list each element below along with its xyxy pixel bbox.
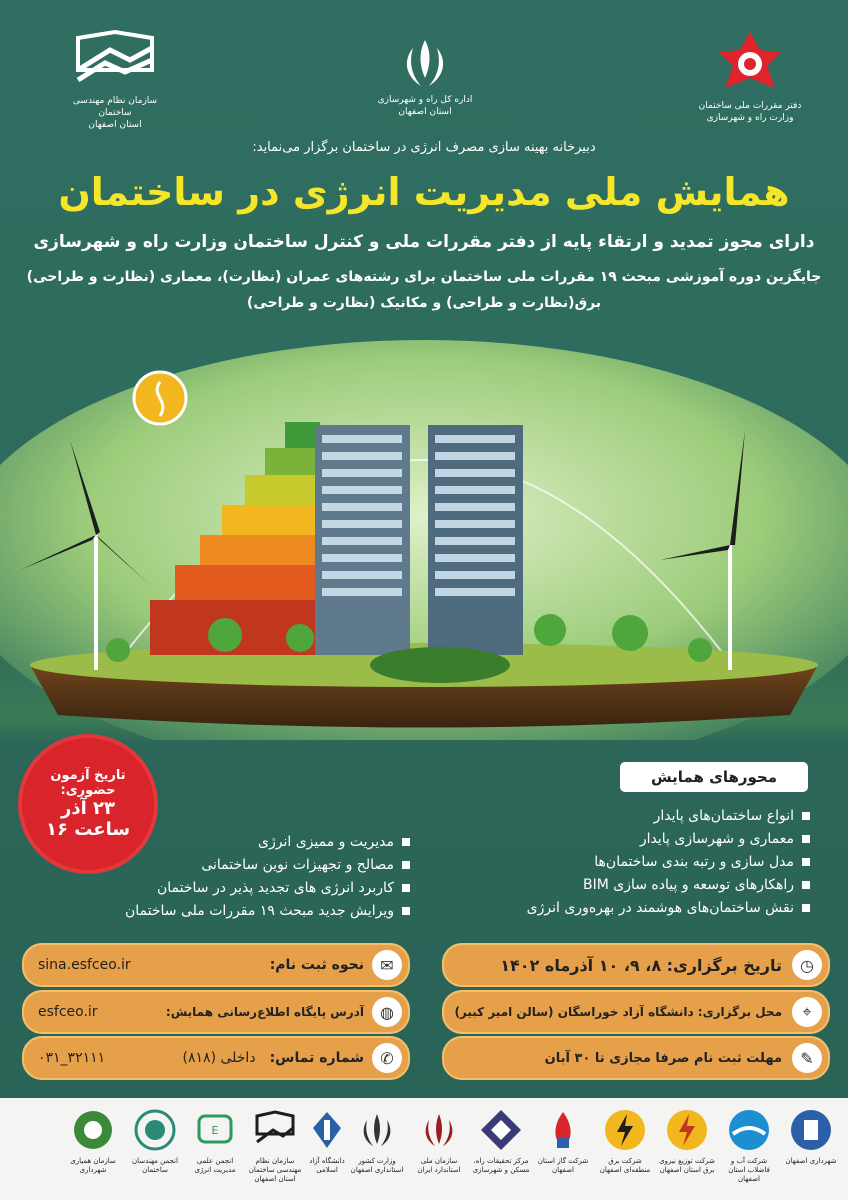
emblem-text: اداره کل راه و شهرسازی استان اصفهان: [377, 95, 473, 117]
power-distribution-logo-icon: [665, 1108, 709, 1152]
footer-logo: دانشگاه آزاد اسلامی: [298, 1108, 356, 1175]
exam-type: حضوری:: [60, 783, 116, 798]
bullet-icon: [802, 881, 810, 889]
registration-pill: [22, 943, 410, 987]
footer-logo: سازمان ملی استاندارد ایران: [410, 1108, 468, 1175]
green-logo-icon: [193, 1108, 237, 1152]
building-regulations-text: دفتر مقررات ملی ساختمان وزارت راه و شهرسازی: [698, 101, 802, 123]
water-company-logo-icon: [727, 1108, 771, 1152]
research-center-logo-icon: [479, 1108, 523, 1152]
network-logo-icon: [133, 1108, 177, 1152]
list-item: ویرایش جدید مبحث ۱۹ مقررات ملی ساختمان: [60, 903, 410, 919]
website-pill: [22, 990, 410, 1034]
phone-label: شماره تماس:: [269, 1050, 364, 1066]
course-subtitle-line2: برق(نظارت و طراحی) و مکانیک (نظارت و طراحی): [246, 295, 602, 311]
exam-date: ۲۳ آذر: [60, 798, 116, 819]
footer-logo: انجمن مهندسان ساختمان: [126, 1108, 184, 1175]
exam-time: ساعت ۱۶: [45, 819, 131, 840]
bullet-icon: [402, 884, 410, 892]
bullet-icon: [402, 907, 410, 915]
footer-logo: سازمان نظام مهندسی ساختمان استان اصفهان: [246, 1108, 304, 1184]
list-item: نقش ساختمان‌های هوشمند در بهره‌وری انرژی: [450, 900, 810, 916]
footer-logo: شهرداری اصفهان: [782, 1108, 840, 1166]
axes-title: محورهای همایش: [620, 762, 808, 792]
power-regional-logo-icon: [603, 1108, 647, 1152]
registration-label: نحوه ثبت نام:: [269, 957, 364, 973]
list-item: معماری و شهرسازی پایدار: [450, 831, 810, 847]
phone-number[interactable]: ۰۳۱_۳۲۱۱۱: [38, 1050, 106, 1066]
bullet-icon: [802, 858, 810, 866]
star-pattern-icon: [715, 30, 785, 100]
building-regulations-logo: [690, 30, 810, 124]
venue-pill: [442, 990, 830, 1034]
phone-icon: ✆: [372, 1043, 402, 1073]
footer-logo: وزارت کشور استانداری اصفهان: [348, 1108, 406, 1175]
phone-pill: [22, 1036, 410, 1080]
house-icon: [70, 30, 160, 95]
list-item: راهکارهای توسعه و پیاده سازی BIM: [450, 877, 810, 893]
clock-icon: ◷: [792, 950, 822, 980]
date-pill: [442, 943, 830, 987]
website-link[interactable]: esfceo.ir: [38, 1004, 98, 1020]
emblem-logo: [370, 34, 480, 118]
axes-list-right: [450, 808, 810, 923]
location-pin-icon: ⌖: [792, 997, 822, 1027]
municipality-logo-icon: [789, 1108, 833, 1152]
registration-deadline: مهلت ثبت نام صرفا مجازی تا ۳۰ آبان: [544, 1050, 782, 1066]
exam-label: تاریخ آزمون: [50, 768, 126, 783]
bullet-icon: [402, 838, 410, 846]
axes-list-left: [60, 834, 410, 926]
bullet-icon: [802, 812, 810, 820]
course-subtitle: [20, 264, 828, 316]
list-item: مدل سازی و رتبه بندی ساختمان‌ها: [450, 854, 810, 870]
list-item: کاربرد انرژی های تجدید پذیر در ساختمان: [60, 880, 410, 896]
event-venue: محل برگزاری: دانشگاه آزاد خوراسگان (سالن امیر کبیر): [454, 1005, 782, 1019]
footer-logo: E انجمن علمی مدیریت انرژی: [186, 1108, 244, 1175]
azad-university-logo-icon: [305, 1108, 349, 1152]
bullet-icon: [802, 835, 810, 843]
bullet-icon: [402, 861, 410, 869]
emblem-icon: [395, 34, 455, 94]
event-date: تاریخ برگزاری: ۸، ۹، ۱۰ آذرماه ۱۴۰۲: [500, 955, 782, 975]
footer-logo: شرکت گاز استان اصفهان: [534, 1108, 592, 1175]
sponsor-footer: [0, 1098, 848, 1200]
list-item: مدیریت و ممیزی انرژی: [60, 834, 410, 850]
emblem-logo-icon: [355, 1108, 399, 1152]
engineering-org-logo-icon: [253, 1108, 297, 1152]
registration-link[interactable]: sina.esfceo.ir: [38, 957, 131, 973]
website-label: آدرس پایگاه اطلاع‌رسانی همایش:: [165, 1005, 364, 1019]
svg-text:E: E: [211, 1124, 219, 1137]
deadline-pill: [442, 1036, 830, 1080]
organizer-intro: دبیرخانه بهینه سازی مصرف انرژی در ساختمان برگزار می‌نماید:: [252, 140, 596, 155]
list-item: مصالح و تجهیزات نوین ساختمانی: [60, 857, 410, 873]
footer-logo: شرکت توزیع نیروی برق استان اصفهان: [658, 1108, 716, 1175]
emblem-logo-icon: [417, 1108, 461, 1152]
page-title: همایش ملی مدیریت انرژی در ساختمان: [58, 170, 790, 214]
engineering-org-text: سازمان نظام مهندسی ساختمان استان اصفهان: [72, 96, 158, 130]
mail-icon: ✉: [372, 950, 402, 980]
energy-building-illustration: [0, 320, 848, 740]
city-logo-icon: [71, 1108, 115, 1152]
engineering-org-logo: [60, 30, 170, 131]
list-item: انواع ساختمان‌های پایدار: [450, 808, 810, 824]
footer-logo: سازمان همیاری شهرداری: [64, 1108, 122, 1175]
footer-logo: شرکت آب و فاضلاب استان اصفهان: [720, 1108, 778, 1184]
globe-icon: ◍: [372, 997, 402, 1027]
footer-logo: شرکت برق منطقه‌ای اصفهان: [596, 1108, 654, 1175]
license-subtitle: دارای مجوز تمدید و ارتقاء پایه از دفتر مقررات ملی و کنترل ساختمان وزارت راه و شهرسازی: [33, 232, 815, 252]
gas-company-logo-icon: [541, 1108, 585, 1152]
form-icon: ✎: [792, 1043, 822, 1073]
phone-ext: داخلی (۸۱۸): [182, 1050, 256, 1066]
bullet-icon: [802, 904, 810, 912]
footer-logo: مرکز تحقیقات راه، مسکن و شهرسازی: [472, 1108, 530, 1175]
course-subtitle-line1: جایگزین دوره آموزشی مبحث ۱۹ مقررات ملی ساختمان برای رشته‌های عمران (نظارت)، معماری (نظارت و طراحی): [26, 269, 822, 285]
